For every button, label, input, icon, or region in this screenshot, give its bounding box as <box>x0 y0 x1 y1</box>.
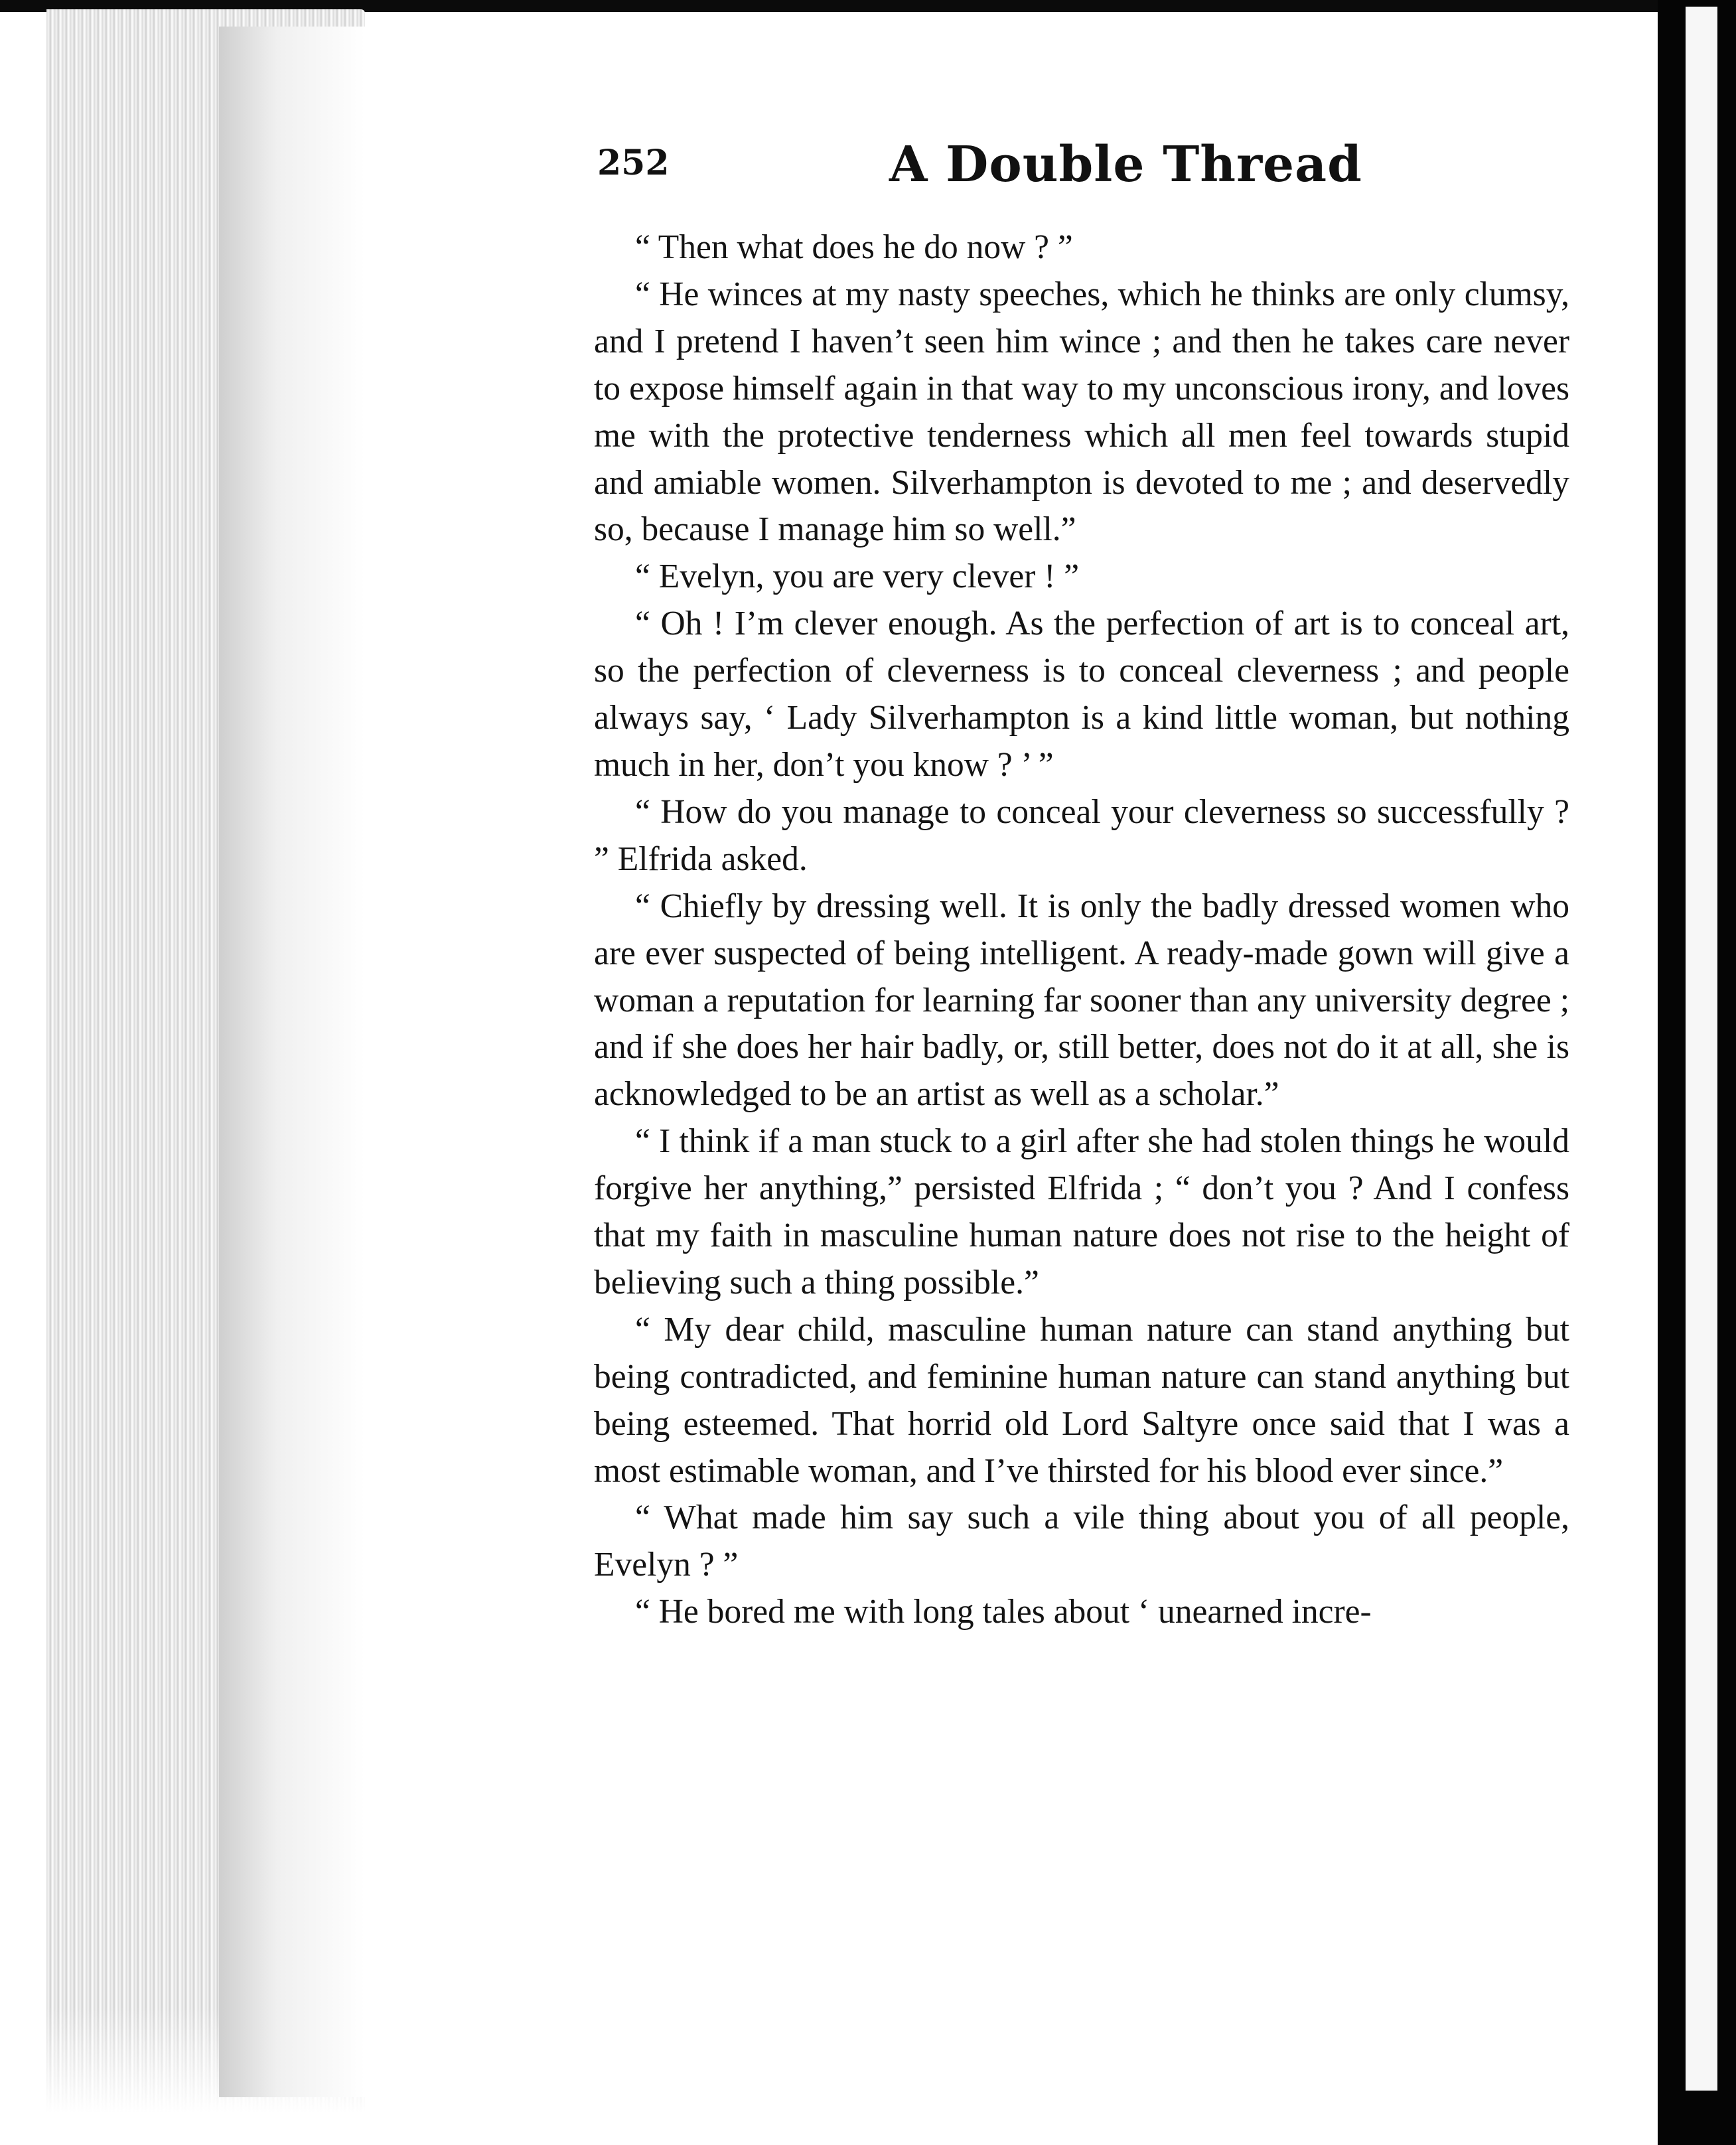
paragraph: “ He bored me with long tales about ‘ unearned incre- <box>635 1593 1372 1631</box>
paragraph: “ Chiefly by dressing well. It is only the badly dressed women who are ever suspected of being intelligent. A ready-made gown will give a woman a reputation for learning far sooner than any university degree ; and if she does her hair badly, or, still better, does not do it at all, she is acknowledged to be an artist as well as a scholar.” <box>594 887 1569 1114</box>
paragraph: “ How do you manage to conceal your cleverness so successfully ? ” Elfrida asked. <box>594 792 1569 878</box>
page-number: 252 <box>597 143 670 183</box>
running-header <box>597 136 1566 196</box>
running-title: A Double Thread <box>889 136 1362 193</box>
book-gutter <box>219 27 365 2097</box>
paragraph: “ He winces at my nasty speeches, which he thinks are only clumsy, and I pretend I haven’t seen him wince ; and then he takes care never to expose himself again in that way to my unconscious irony, and loves me with the protective tenderness which all men feel towards stupid and amiable women. Silverhampton is devoted to me ; and deservedly so, because I manage him so well.” <box>594 275 1569 549</box>
paragraph: “ I think if a man stuck to a girl after she had stolen things he would forgive her anything,” persisted Elfrida ; “ don’t you ? And I confess that my faith in masculine human nature does not rise to the height of believing such a thing possible.” <box>594 1122 1569 1301</box>
paragraph: “ What made him say such a vile thing about you of all people, Evelyn ? ” <box>594 1499 1569 1584</box>
paragraph: “ Evelyn, you are very clever ! ” <box>635 557 1080 596</box>
paragraph: “ Then what does he do now ? ” <box>635 228 1073 266</box>
paragraph: “ Oh ! I’m clever enough. As the perfection of art is to conceal art, so the perfection of cleverness is to conceal cleverness ; and people always say, ‘ Lady Silverhampton is a kind little woman, but nothing much in her, don’t you know ? ’ ” <box>594 605 1569 784</box>
paragraph: “ My dear child, masculine human nature can stand anything but being contradicted, and feminine human nature can stand anything but being esteemed. That horrid old Lord Saltyre once said that I was a most estimable woman, and I’ve thirsted for his blood ever since.” <box>594 1310 1569 1490</box>
facing-page-edge <box>1686 7 1717 2091</box>
body-text <box>594 224 1569 1636</box>
